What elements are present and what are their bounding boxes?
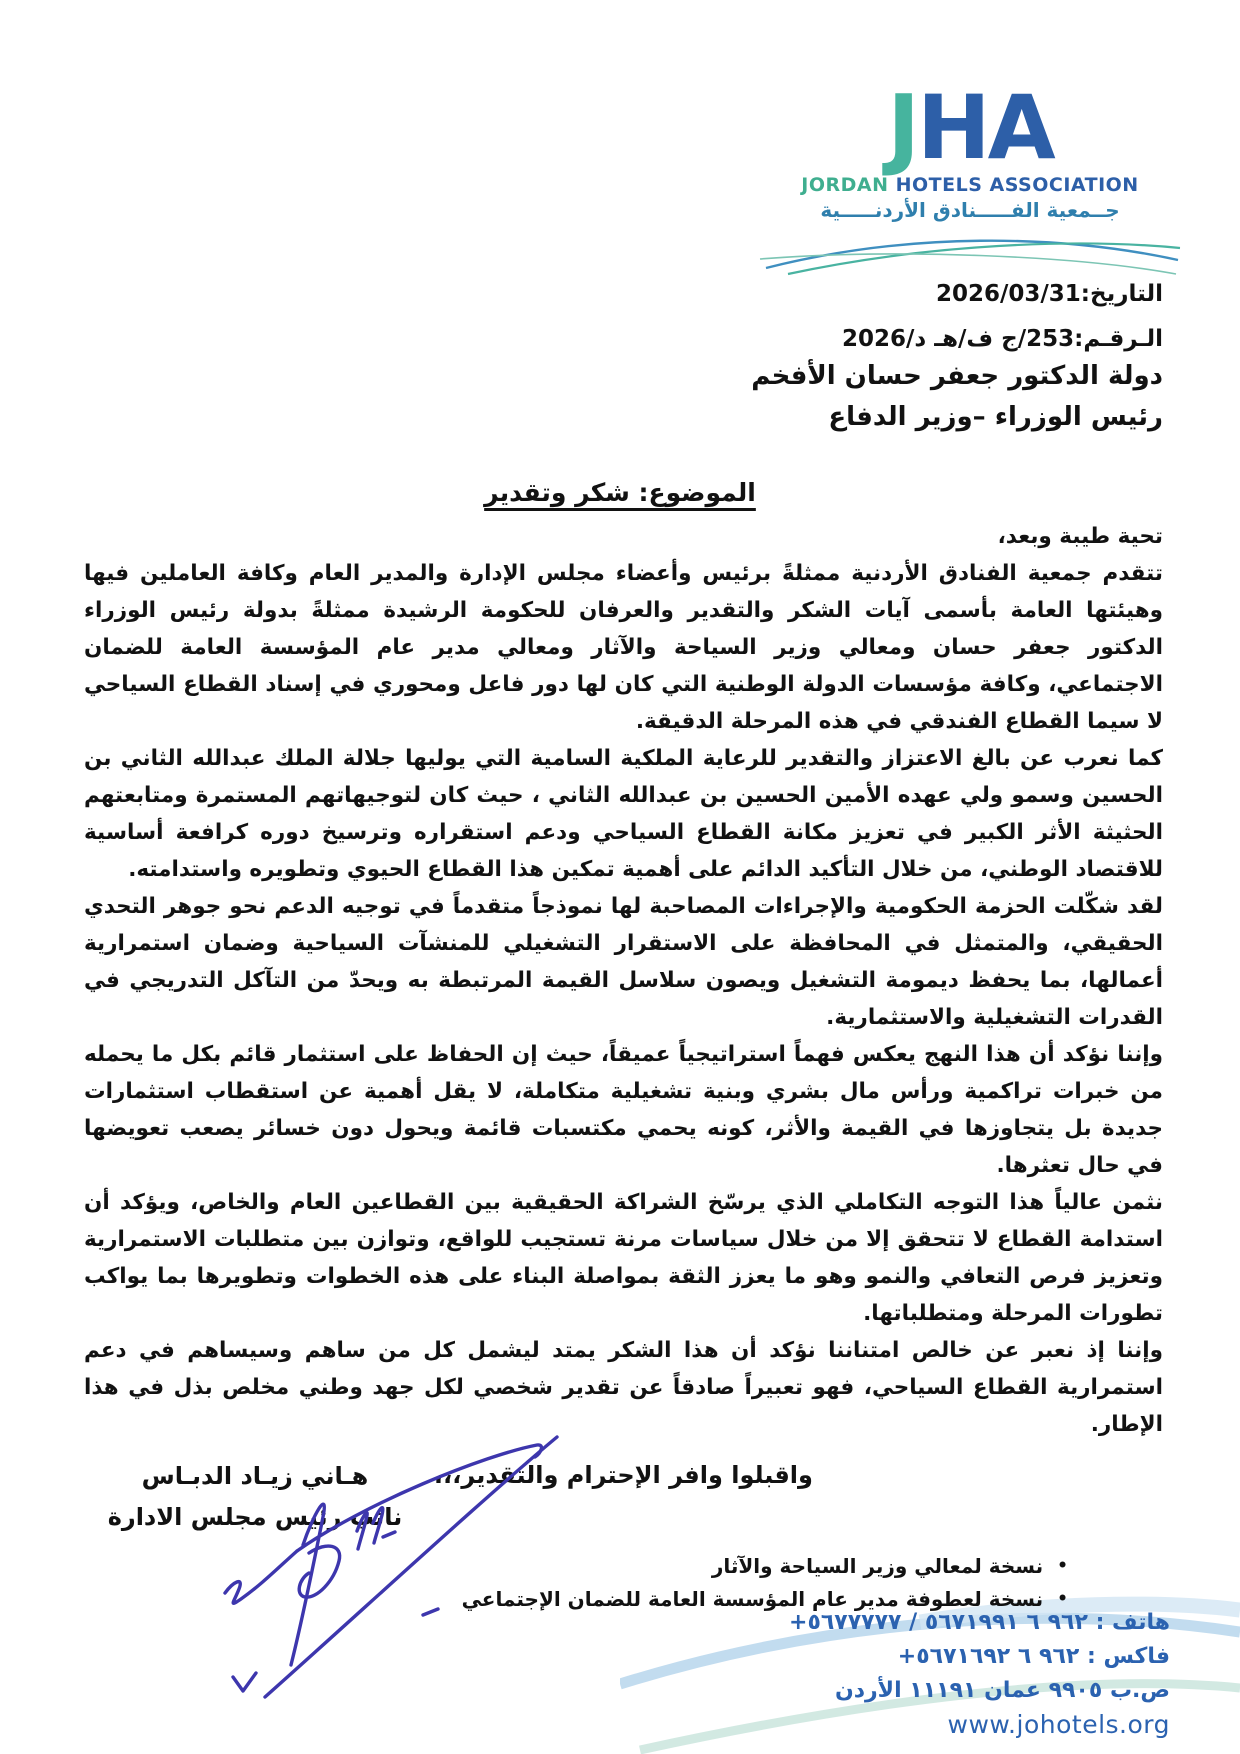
org-name-arabic: جــمعية الفـــــنادق الأردنـــــية xyxy=(820,197,1120,222)
bullet-icon: • xyxy=(1057,1589,1068,1609)
paragraph: وإننا إذ نعبر عن خالص امتناننا نؤكد أن هذا الشكر يمتد ليشمل كل من ساهم وسيساهم في دعم استمرارية القطاع السياحي، فهو تعبيراً صادقاً عن تقدير شخصي لكل جهد وطني مخلص بذل في هذا الإطار. xyxy=(84,1338,1163,1437)
fax-number: +٩٦٢ ٦ ٥٦٧١٦٩٢ xyxy=(897,1644,1080,1669)
header-swoosh-graphic xyxy=(758,228,1182,278)
cc-item: •نسخة لمعالي وزير السياحة والآثار xyxy=(462,1550,1068,1583)
contact-phone xyxy=(789,1606,1170,1640)
signer-title: نائب رئيس مجلس الادارة xyxy=(107,1503,403,1531)
bullet-icon: • xyxy=(1057,1556,1068,1576)
letter-body xyxy=(84,518,1163,1494)
cc-item: •نسخة لعطوفة مدير عام المؤسسة العامة للضمان الإجتماعي xyxy=(462,1583,1068,1616)
org-name-english xyxy=(758,174,1182,196)
date-line xyxy=(842,272,1163,317)
addressee-title: رئيس الوزراء –وزير الدفاع xyxy=(828,402,1163,432)
date-label: التاريخ: xyxy=(1080,281,1163,307)
reference-label: الـرقـم: xyxy=(1074,326,1163,352)
paragraph: لقد شكّلت الحزمة الحكومية والإجراءات المصاحبة لها نموذجاً متقدماً في توجيه الدعم نحو جوهر التحدي الحقيقي، والمتمثل في المحافظة على الاستقرار التشغيلي للمنشآت السياحية وضمان استمرارية أعمالها، بما يحفظ ديمومة التشغيل ويصون سلاسل القيمة المرتبطة به ويحدّ من التآكل التدريجي في القدرات التشغيلية والاستثمارية. xyxy=(84,894,1163,1030)
org-name-en-jordan: JORDAN xyxy=(801,173,889,196)
org-name-en-hotels-association: HOTELS ASSOCIATION xyxy=(888,173,1139,196)
subject-line: الموضوع: شكر وتقدير xyxy=(484,478,756,507)
addressee-name: دولة الدكتور جعفر حسان الأفخم xyxy=(751,361,1163,391)
phone-label: هاتف : xyxy=(1095,1610,1170,1635)
letterhead xyxy=(758,76,1182,278)
phone-number: +٩٦٢ ٦ ٥٦٧١٩٩١ / ٥٦٧٧٧٧٧ xyxy=(789,1610,1088,1635)
paragraph: تتقدم جمعية الفنادق الأردنية ممثلةً برئيس وأعضاء مجلس الإدارة والمدير العام وكافة العاملين فيها وهيئتها العامة بأسمى آيات الشكر والتقدير والعرفان للحكومة الرشيدة ممثلةً بدولة رئيس الوزراء الدكتور جعفر حسان ومعالي وزير السياحة والآثار ومعالي مدير عام المؤسسة العامة للضمان الاجتماعي، وكافة مؤسسات الدولة الوطنية التي كان لها دور فاعل ومحوري في إسناد القطاع السياحي لا سيما القطاع الفندقي في هذه المرحلة الدقيقة. xyxy=(84,561,1163,734)
fax-label: فاكس : xyxy=(1086,1644,1170,1669)
paragraph: نثمن عالياً هذا التوجه التكاملي الذي يرسّخ الشراكة الحقيقية بين القطاعين العام والخاص، ويؤكد أن استدامة القطاع لا تتحقق إلا من خلال سياسات مرنة تستجيب للواقع، وتوازن بين متطلبات الاستمرارية وتعزيز فرص التعافي والنمو وهو ما يعزز الثقة بمواصلة البناء على هذه الخطوات وتطويرها بما يواكب تطورات المرحلة ومتطلباتها. xyxy=(84,1190,1163,1326)
jha-logo xyxy=(758,76,1182,179)
paragraph: وإننا نؤكد أن هذا النهج يعكس فهماً استراتيجياً عميقاً، حيث إن الحفاظ على استثمار قائم بكل ما يحمله من خبرات تراكمية ورأس مال بشري وبنية تشغيلية متكاملة، لا يقل أهمية عن استقطاب استثمارات جديدة بل يتجاوزها في القيمة والأثر، كونه يحمي مكتسبات قائمة ويحول دون خسائر يصعب تعويضها في حال تعثرها. xyxy=(84,1042,1163,1178)
logo-letter-j: J xyxy=(887,76,917,179)
letter-meta xyxy=(842,272,1163,362)
contact-fax xyxy=(789,1640,1170,1674)
contact-block xyxy=(789,1606,1170,1742)
contact-pobox: ص.ب ٩٩٠٥ عمان ١١١٩١ الأردن xyxy=(834,1678,1170,1703)
greeting-line: تحية طيبة وبعد، xyxy=(997,524,1163,549)
addressee-block xyxy=(751,356,1163,438)
closing-line: واقبلوا وافر الإحترام والتقدير،،، xyxy=(434,1461,813,1489)
reference-value: 253/ج ف/هـ د/2026 xyxy=(841,326,1075,352)
paragraph: كما نعرب عن بالغ الاعتزاز والتقدير للرعاية الملكية السامية التي يوليها جلالة الملك عبدالله الثاني بن الحسين وسمو ولي عهده الأمين الحسين بن عبدالله الثاني ، حيث كان لتوجيهاتهم المستمرة ومتابعتهم الحثيثة الأثر الكبير في تعزيز مكانة القطاع السياحي ودعم استقراره وترسيخ دوره كرافعة أساسية للاقتصاد الوطني، من خلال التأكيد الدائم على أهمية تمكين هذا القطاع الحيوي وتطويره واستدامته. xyxy=(84,746,1163,882)
date-value: 2026/03/31 xyxy=(935,281,1081,307)
logo-letters-ha: HA xyxy=(916,76,1053,179)
signer-name: هـاني زيـاد الدبـاس xyxy=(141,1462,369,1490)
website-url: www.johotels.org xyxy=(947,1710,1170,1739)
